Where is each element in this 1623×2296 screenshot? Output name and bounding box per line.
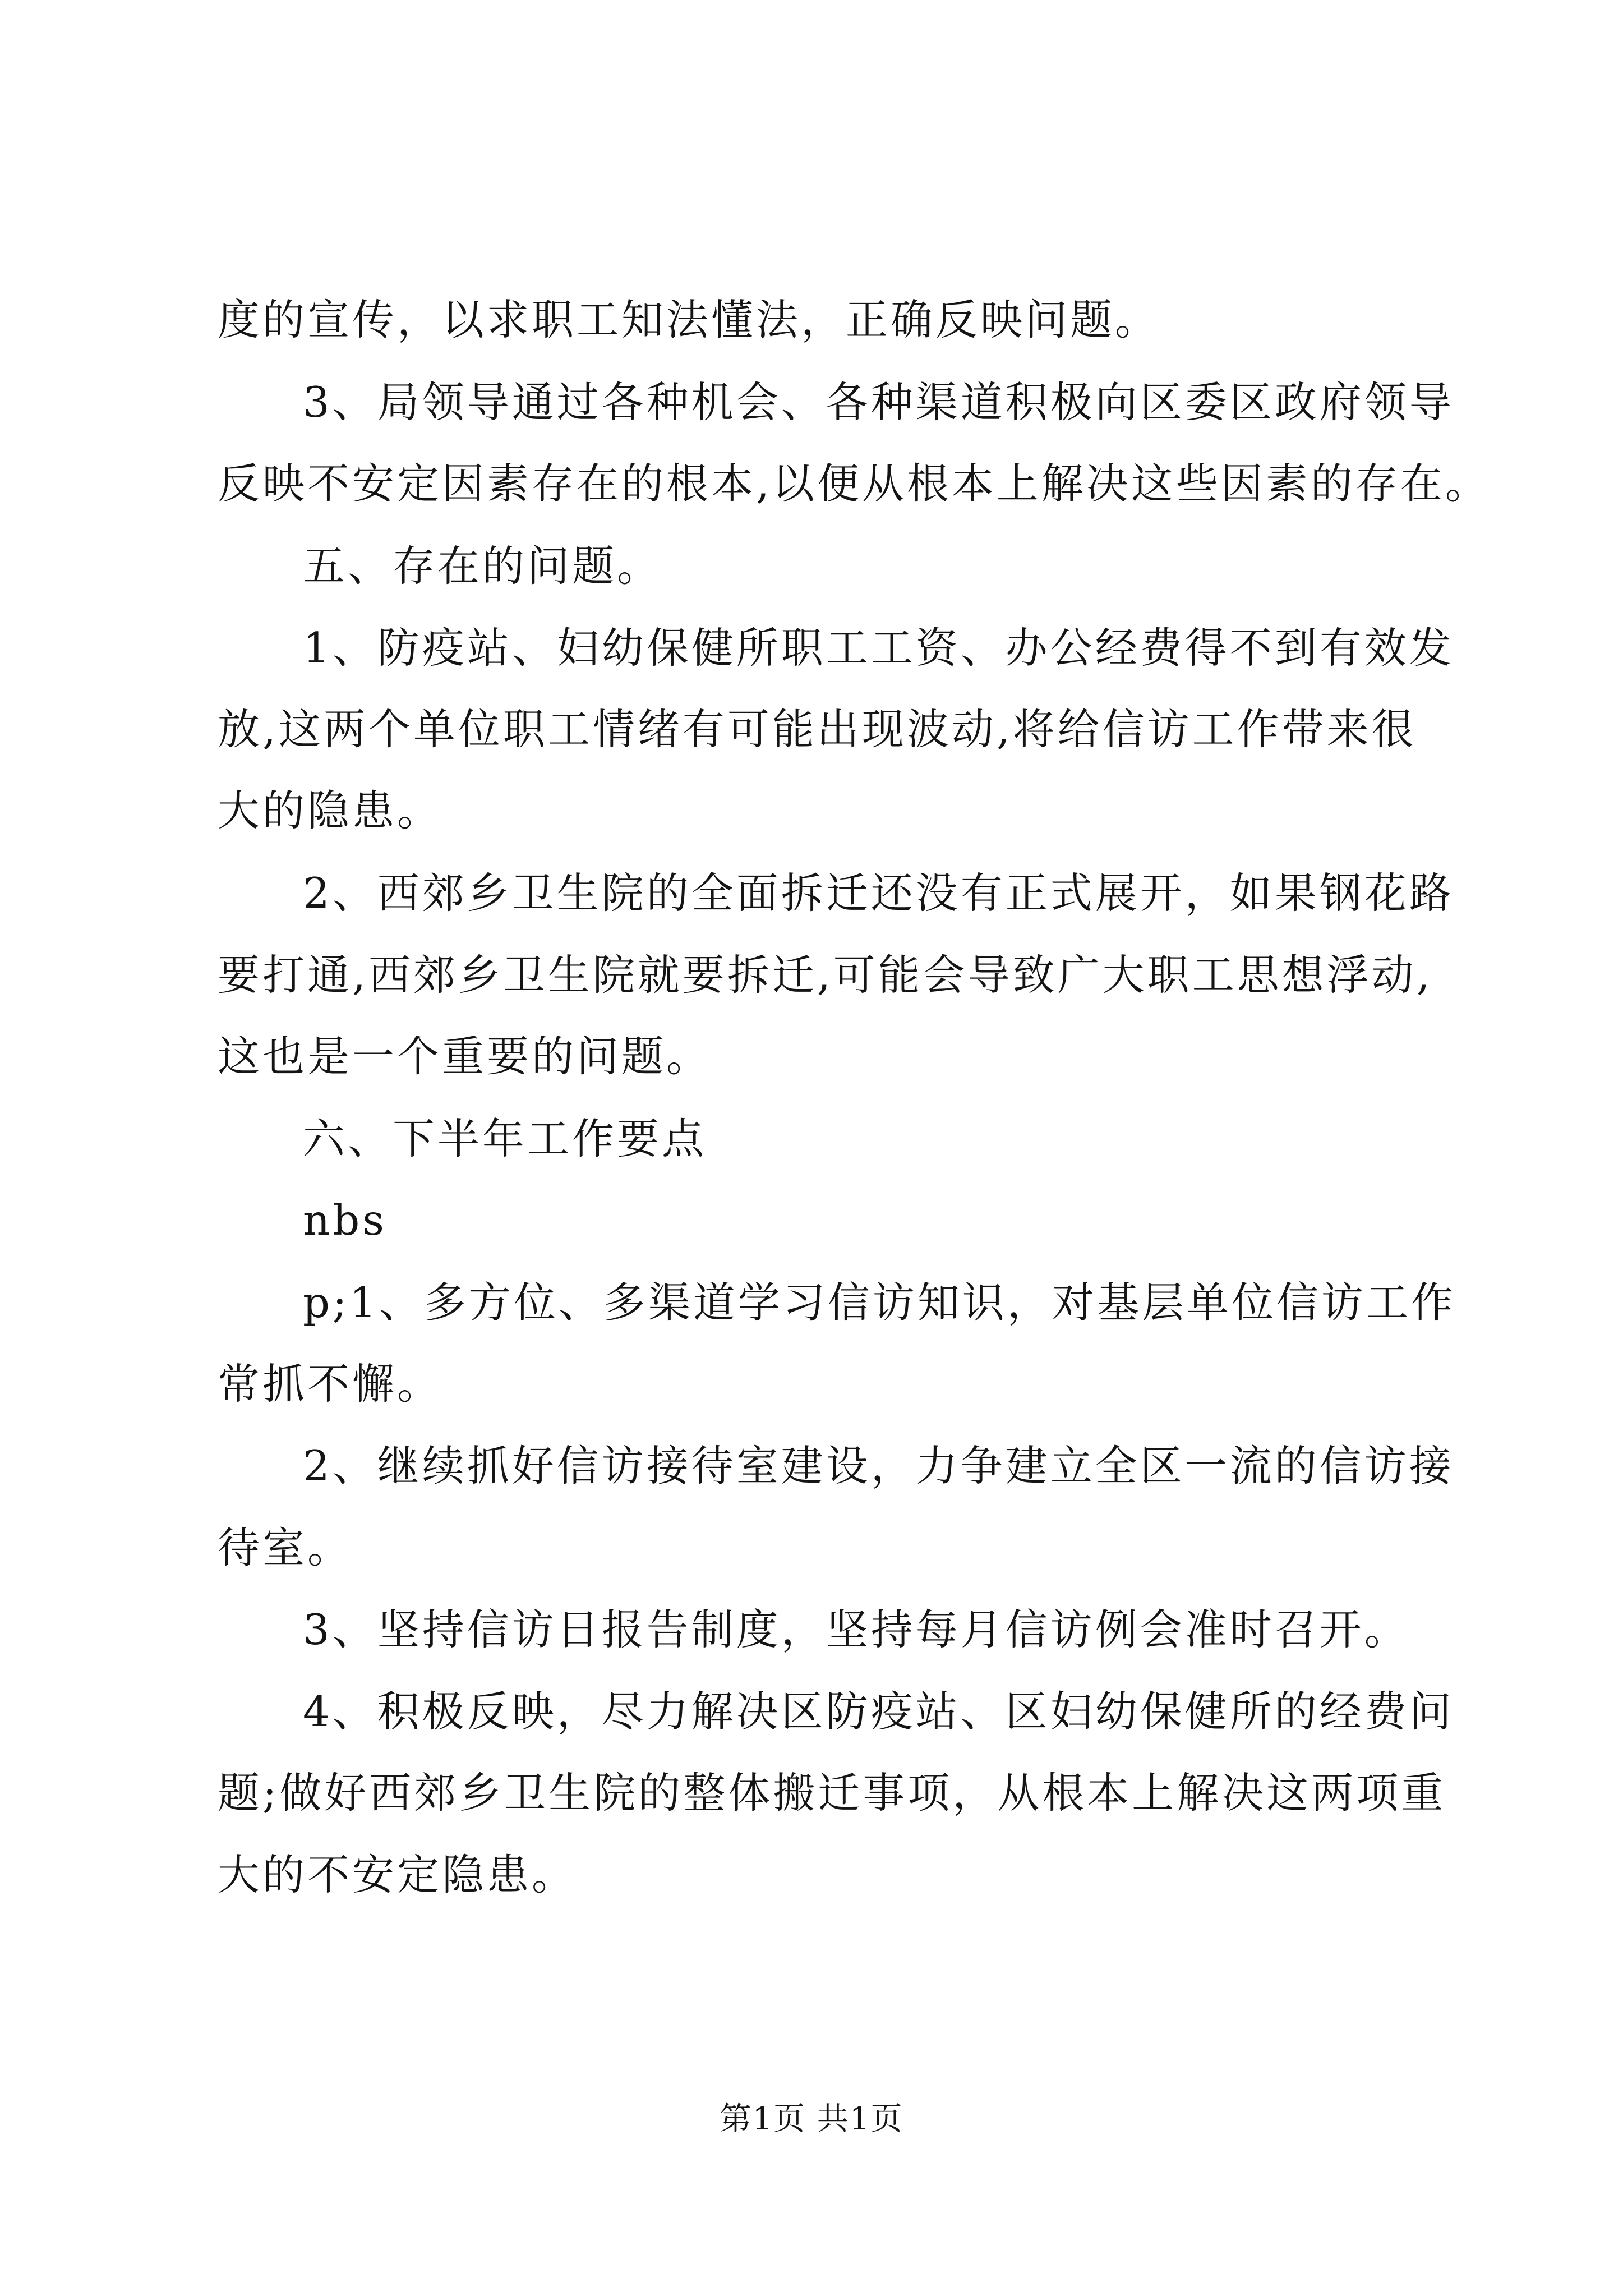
text-line: 大的不安定隐患。 [218, 1850, 577, 1899]
text-line: 2、西郊乡卫生院的全面拆迁还没有正式展开，如果钢花路 [303, 868, 1454, 918]
page-footer: 第1页 共1页 [720, 2101, 903, 2137]
text-line: 大的隐患。 [218, 786, 442, 835]
section-heading: 五、存在的问题。 [303, 541, 662, 591]
text-line: 度的宣传，以求职工知法懂法，正确反映问题。 [218, 295, 1160, 344]
text-line: nbs [303, 1195, 387, 1245]
text-line: 3、局领导通过各种机会、各种渠道积极向区委区政府领导 [303, 378, 1454, 427]
text-line: 这也是一个重要的问题。 [218, 1032, 712, 1081]
text-line: 题;做好西郊乡卫生院的整体搬迁事项，从根本上解决这两项重 [218, 1768, 1446, 1818]
text-line: 待室。 [218, 1523, 353, 1572]
text-line: 反映不安定因素存在的根本,以便从根本上解决这些因素的存在。 [218, 459, 1490, 508]
text-line: p;1、多方位、多渠道学习信访知识，对基层单位信访工作 [303, 1278, 1456, 1327]
text-line: 要打通,西郊乡卫生院就要拆迁,可能会导致广大职工思想浮动, [218, 950, 1433, 1000]
text-line: 放,这两个单位职工情绪有可能出现波动,将给信访工作带来很 [218, 705, 1417, 754]
text-line: 常抓不懈。 [218, 1359, 442, 1409]
text-line: 1、防疫站、妇幼保健所职工工资、办公经费得不到有效发 [303, 623, 1454, 673]
text-line: 4、积极反映，尽力解决区防疫站、区妇幼保健所的经费问 [303, 1687, 1454, 1736]
text-line: 3、坚持信访日报告制度，坚持每月信访例会准时召开。 [303, 1605, 1409, 1654]
text-line: 2、继续抓好信访接待室建设，力争建立全区一流的信访接 [303, 1441, 1454, 1490]
section-heading: 六、下半年工作要点 [303, 1114, 707, 1163]
